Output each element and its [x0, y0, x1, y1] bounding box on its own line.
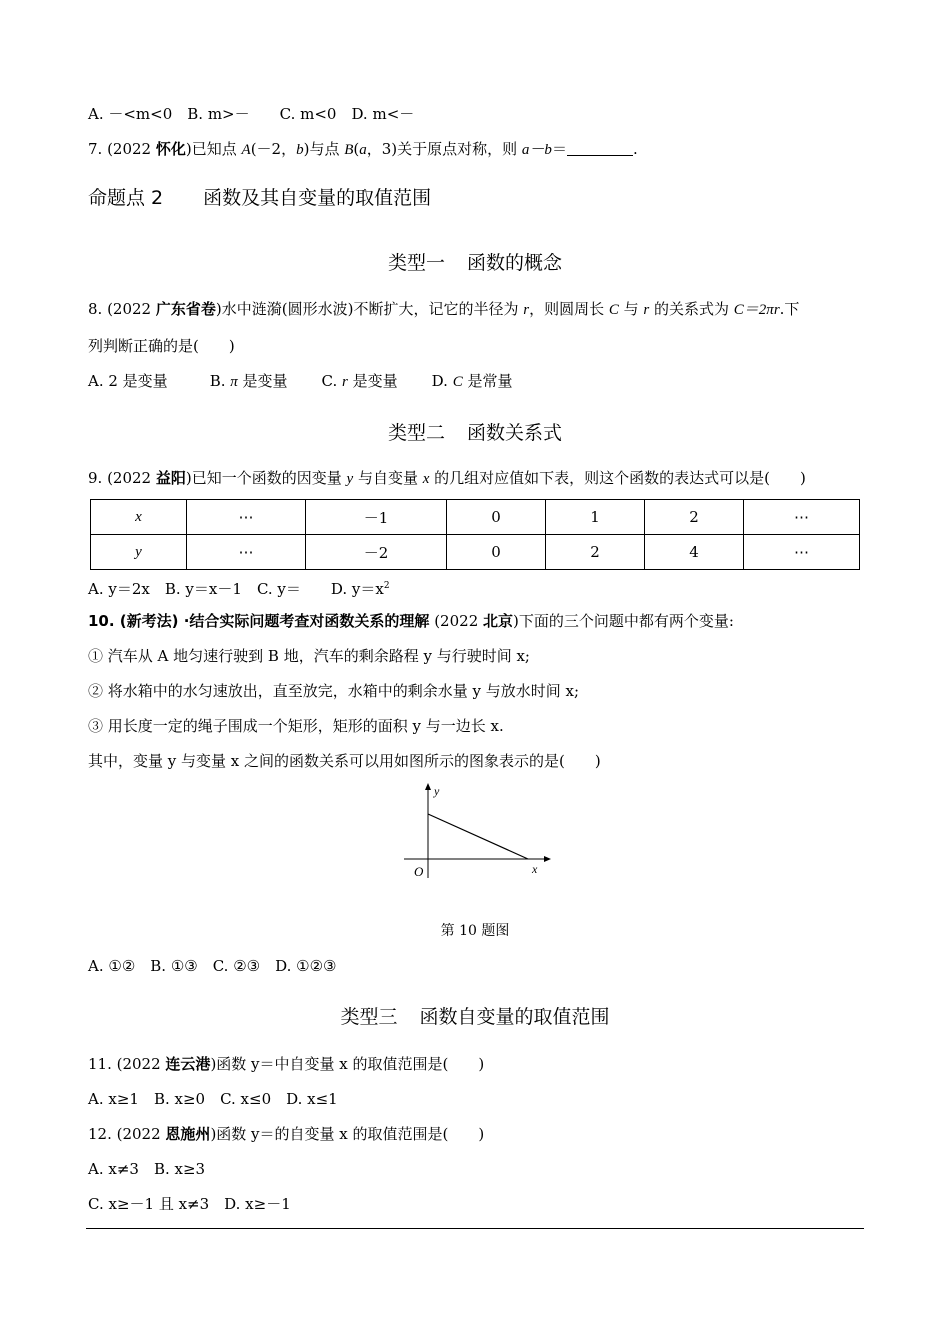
y-axis-label: y	[434, 784, 440, 798]
table-cell: 2	[645, 500, 744, 535]
type1-heading: 类型一 函数的概念	[387, 252, 563, 274]
type2-heading: 类型二 函数关系式	[387, 422, 563, 444]
origin-label: O	[414, 864, 424, 879]
table-row-y	[91, 535, 860, 570]
q12-options-1: A. x≠3 B. x≥3	[88, 1160, 206, 1178]
figure-caption: 第 10 题图	[440, 923, 510, 939]
table-cell: x	[91, 500, 187, 535]
q10-item1: ① 汽车从 A 地匀速行驶到 B 地，汽车的剩余路程 y 与行驶时间 x;	[88, 647, 530, 665]
table-cell: 4	[645, 535, 744, 570]
q10-options: A. ①② B. ①③ C. ②③ D. ①②③	[88, 957, 337, 975]
q9-text: 9. (2022 益阳)已知一个函数的因变量 y 与自变量 x 的几组对应值如下表，则这个函数的表达式可以是( )	[88, 469, 806, 487]
table-cell: 2	[546, 535, 645, 570]
function-graph	[396, 780, 556, 885]
graph-line	[428, 814, 528, 859]
y-axis-arrow	[425, 783, 431, 790]
type3-heading: 类型三 函数自变量的取值范围	[340, 1006, 610, 1028]
q10-item3: ③ 用长度一定的绳子围成一个矩形，矩形的面积 y 与一边长 x.	[88, 717, 504, 735]
answer-blank	[567, 141, 633, 156]
q8-line1: 8. (2022 广东省卷)水中涟漪(圆形水波)不断扩大，记它的半径为 r，则圆周长 C 与 r 的关系式为 C＝2πr.下	[88, 300, 800, 318]
table-row-x	[91, 500, 860, 535]
q12-options-2: C. x≥－1 且 x≠3 D. x≥－1	[88, 1195, 291, 1213]
q11-options: A. x≥1 B. x≥0 C. x≤0 D. x≤1	[88, 1090, 338, 1108]
x-axis-arrow	[544, 856, 551, 862]
value-table	[90, 499, 860, 570]
q8-line2: 列判断正确的是( )	[88, 337, 235, 355]
q9-options: A. y＝2x B. y＝x－1 C. y＝ D. $y=x^2$	[88, 580, 390, 598]
x-axis-label: x	[532, 862, 538, 876]
q10-text: 10. (新考法) ·结合实际问题考查对函数关系的理解 (2022 北京)下面的三个问题中都有两个变量:	[88, 612, 734, 630]
table-cell: 1	[546, 500, 645, 535]
table-cell: ⋯	[744, 535, 860, 570]
footer-rule	[86, 1228, 864, 1229]
table-cell: 0	[447, 535, 546, 570]
table-cell: ⋯	[744, 500, 860, 535]
q6-options: A. －<m<0 B. m>－ C. m<0 D. m<－	[88, 105, 415, 123]
section-heading: 命题点 2 函数及其自变量的取值范围	[88, 187, 432, 209]
q10-question: 其中，变量 y 与变量 x 之间的函数关系可以用如图所示的图象表示的是( )	[88, 752, 601, 770]
table-cell: y	[91, 535, 187, 570]
q11-text: 11. (2022 连云港)函数 y＝中自变量 x 的取值范围是( )	[88, 1055, 485, 1073]
table-cell: －2	[306, 535, 447, 570]
table-cell: 0	[447, 500, 546, 535]
q12-text: 12. (2022 恩施州)函数 y＝的自变量 x 的取值范围是( )	[88, 1125, 485, 1143]
table-cell: －1	[306, 500, 447, 535]
table-cell: ⋯	[187, 535, 306, 570]
q8-options: A. 2 是变量 B. π 是变量 C. r 是变量 D. C 是常量	[88, 372, 513, 390]
table-cell: ⋯	[187, 500, 306, 535]
q10-item2: ② 将水箱中的水匀速放出，直至放完，水箱中的剩余水量 y 与放水时间 x;	[88, 682, 580, 700]
q7-text: 7. (2022 怀化)已知点 A(－2，b)与点 B(a，3)关于原点对称，则 a－b＝ .	[88, 140, 638, 158]
